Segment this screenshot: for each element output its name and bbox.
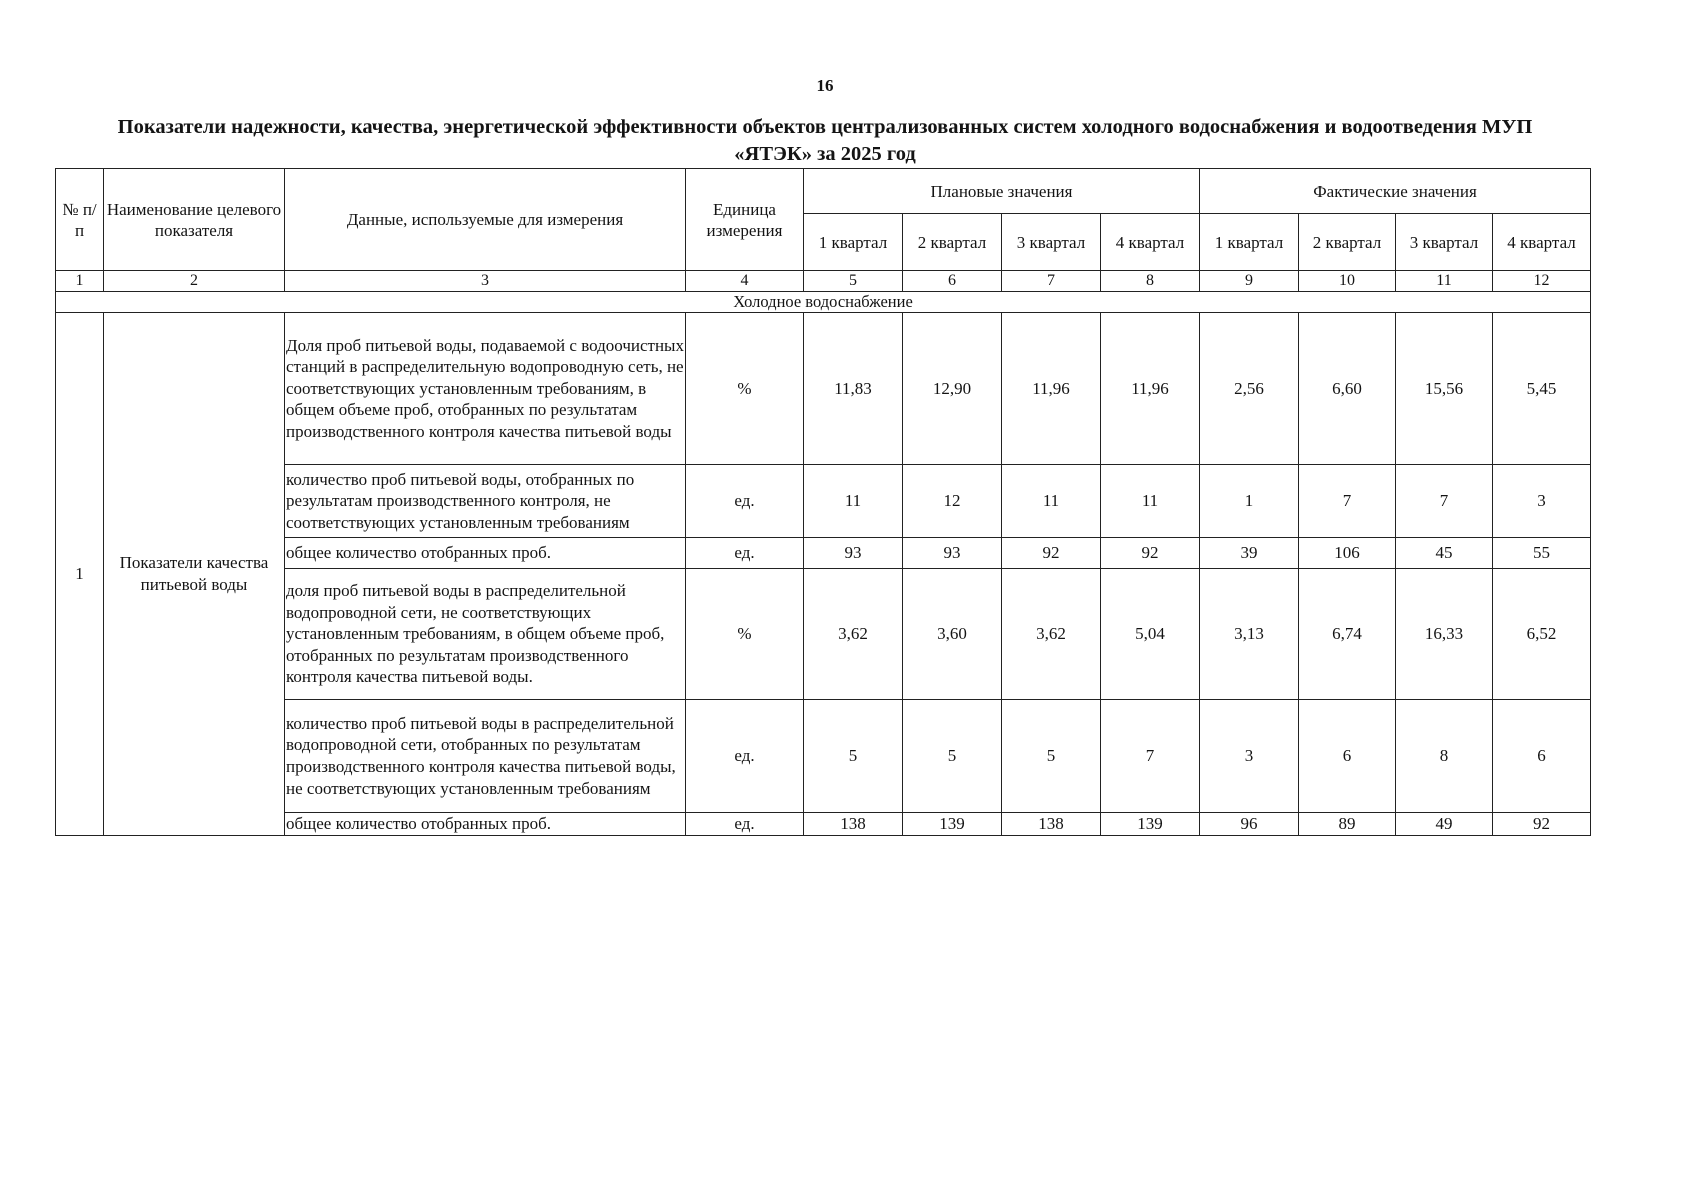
planned-value: 11,83 xyxy=(804,313,903,465)
document-title: Показатели надежности, качества, энергетической эффективности объектов централизованных систем холодного водоснабжения и водоотведения МУП «ЯТЭК» за 2025 год xyxy=(117,116,1533,165)
actual-value: 3 xyxy=(1200,700,1299,813)
row-unit: ед. xyxy=(686,813,804,836)
row-unit: % xyxy=(686,569,804,700)
planned-value: 11,96 xyxy=(1002,313,1101,465)
row-unit: ед. xyxy=(686,700,804,813)
actual-value: 6 xyxy=(1299,700,1396,813)
actual-value: 6,52 xyxy=(1493,569,1591,700)
header-planned-values: Плановые значения xyxy=(804,169,1200,214)
actual-value: 1 xyxy=(1200,465,1299,538)
column-number-row xyxy=(56,271,1591,292)
table-row xyxy=(56,538,1591,569)
actual-value: 15,56 xyxy=(1396,313,1493,465)
column-number: 11 xyxy=(1396,271,1493,292)
row-description: общее количество отобранных проб. xyxy=(285,813,686,836)
actual-value: 39 xyxy=(1200,538,1299,569)
planned-value: 3,62 xyxy=(1002,569,1101,700)
header-actual-q4: 4 квартал xyxy=(1493,214,1591,271)
header-planned-q1: 1 квартал xyxy=(804,214,903,271)
planned-value: 12 xyxy=(903,465,1002,538)
planned-value: 93 xyxy=(804,538,903,569)
actual-value: 6,60 xyxy=(1299,313,1396,465)
planned-value: 3,60 xyxy=(903,569,1002,700)
header-planned-q3: 3 квартал xyxy=(1002,214,1101,271)
planned-value: 11 xyxy=(1101,465,1200,538)
row-description: доля проб питьевой воды в распределительной водопроводной сети, не соответствующих установленным требованиям, в общем объеме проб, отобранных по результатам производственного контроля качества питьевой воды. xyxy=(285,569,686,700)
group-name: Показатели качества питьевой воды xyxy=(104,313,285,836)
planned-value: 138 xyxy=(1002,813,1101,836)
header-indicator-name: Наименование целевого показателя xyxy=(104,169,285,271)
actual-value: 7 xyxy=(1299,465,1396,538)
row-description: количество проб питьевой воды, отобранных по результатам производственного контроля, не соответствующих установленным требованиям xyxy=(285,465,686,538)
planned-value: 5 xyxy=(1002,700,1101,813)
actual-value: 106 xyxy=(1299,538,1396,569)
row-unit: % xyxy=(686,313,804,465)
actual-value: 92 xyxy=(1493,813,1591,836)
column-number: 4 xyxy=(686,271,804,292)
actual-value: 96 xyxy=(1200,813,1299,836)
planned-value: 92 xyxy=(1002,538,1101,569)
planned-value: 5,04 xyxy=(1101,569,1200,700)
column-number: 1 xyxy=(56,271,104,292)
row-unit: ед. xyxy=(686,538,804,569)
actual-value: 5,45 xyxy=(1493,313,1591,465)
planned-value: 92 xyxy=(1101,538,1200,569)
row-description: количество проб питьевой воды в распределительной водопроводной сети, отобранных по результатам производственного контроля качества питьевой воды, не соответствующих установленным требованиям xyxy=(285,700,686,813)
column-number: 6 xyxy=(903,271,1002,292)
column-number: 7 xyxy=(1002,271,1101,292)
header-planned-q2: 2 квартал xyxy=(903,214,1002,271)
planned-value: 93 xyxy=(903,538,1002,569)
actual-value: 6 xyxy=(1493,700,1591,813)
planned-value: 5 xyxy=(903,700,1002,813)
actual-value: 8 xyxy=(1396,700,1493,813)
planned-value: 138 xyxy=(804,813,903,836)
indicators-table xyxy=(55,168,1591,836)
planned-value: 3,62 xyxy=(804,569,903,700)
table-row xyxy=(56,465,1591,538)
column-number: 9 xyxy=(1200,271,1299,292)
header-measurement-data: Данные, используемые для измерения xyxy=(285,169,686,271)
column-number: 12 xyxy=(1493,271,1591,292)
actual-value: 3 xyxy=(1493,465,1591,538)
page-number: 16 xyxy=(816,76,834,95)
header-unit: Единица измерения xyxy=(686,169,804,271)
table-row xyxy=(56,313,1591,465)
header-num: № п/п xyxy=(56,169,104,271)
row-unit: ед. xyxy=(686,465,804,538)
planned-value: 5 xyxy=(804,700,903,813)
column-number: 10 xyxy=(1299,271,1396,292)
header-actual-q1: 1 квартал xyxy=(1200,214,1299,271)
planned-value: 12,90 xyxy=(903,313,1002,465)
actual-value: 16,33 xyxy=(1396,569,1493,700)
planned-value: 11 xyxy=(804,465,903,538)
section-title: Холодное водоснабжение xyxy=(56,292,1591,313)
header-planned-q4: 4 квартал xyxy=(1101,214,1200,271)
planned-value: 11,96 xyxy=(1101,313,1200,465)
column-number: 8 xyxy=(1101,271,1200,292)
actual-value: 7 xyxy=(1396,465,1493,538)
header-row-top xyxy=(56,169,1591,214)
section-row xyxy=(56,292,1591,313)
header-actual-values: Фактические значения xyxy=(1200,169,1591,214)
actual-value: 3,13 xyxy=(1200,569,1299,700)
row-description: общее количество отобранных проб. xyxy=(285,538,686,569)
header-actual-q3: 3 квартал xyxy=(1396,214,1493,271)
actual-value: 89 xyxy=(1299,813,1396,836)
actual-value: 45 xyxy=(1396,538,1493,569)
column-number: 2 xyxy=(104,271,285,292)
planned-value: 7 xyxy=(1101,700,1200,813)
table-row xyxy=(56,569,1591,700)
table-row xyxy=(56,700,1591,813)
actual-value: 2,56 xyxy=(1200,313,1299,465)
actual-value: 55 xyxy=(1493,538,1591,569)
planned-value: 139 xyxy=(903,813,1002,836)
actual-value: 6,74 xyxy=(1299,569,1396,700)
header-actual-q2: 2 квартал xyxy=(1299,214,1396,271)
table-row xyxy=(56,813,1591,836)
actual-value: 49 xyxy=(1396,813,1493,836)
column-number: 3 xyxy=(285,271,686,292)
row-description: Доля проб питьевой воды, подаваемой с водоочистных станций в распределительную водопроводную сеть, не соответствующих установленным требованиям, в общем объеме проб, отобранных по результатам производственного контроля качества питьевой воды xyxy=(285,313,686,465)
planned-value: 11 xyxy=(1002,465,1101,538)
group-index: 1 xyxy=(56,313,104,836)
planned-value: 139 xyxy=(1101,813,1200,836)
column-number: 5 xyxy=(804,271,903,292)
